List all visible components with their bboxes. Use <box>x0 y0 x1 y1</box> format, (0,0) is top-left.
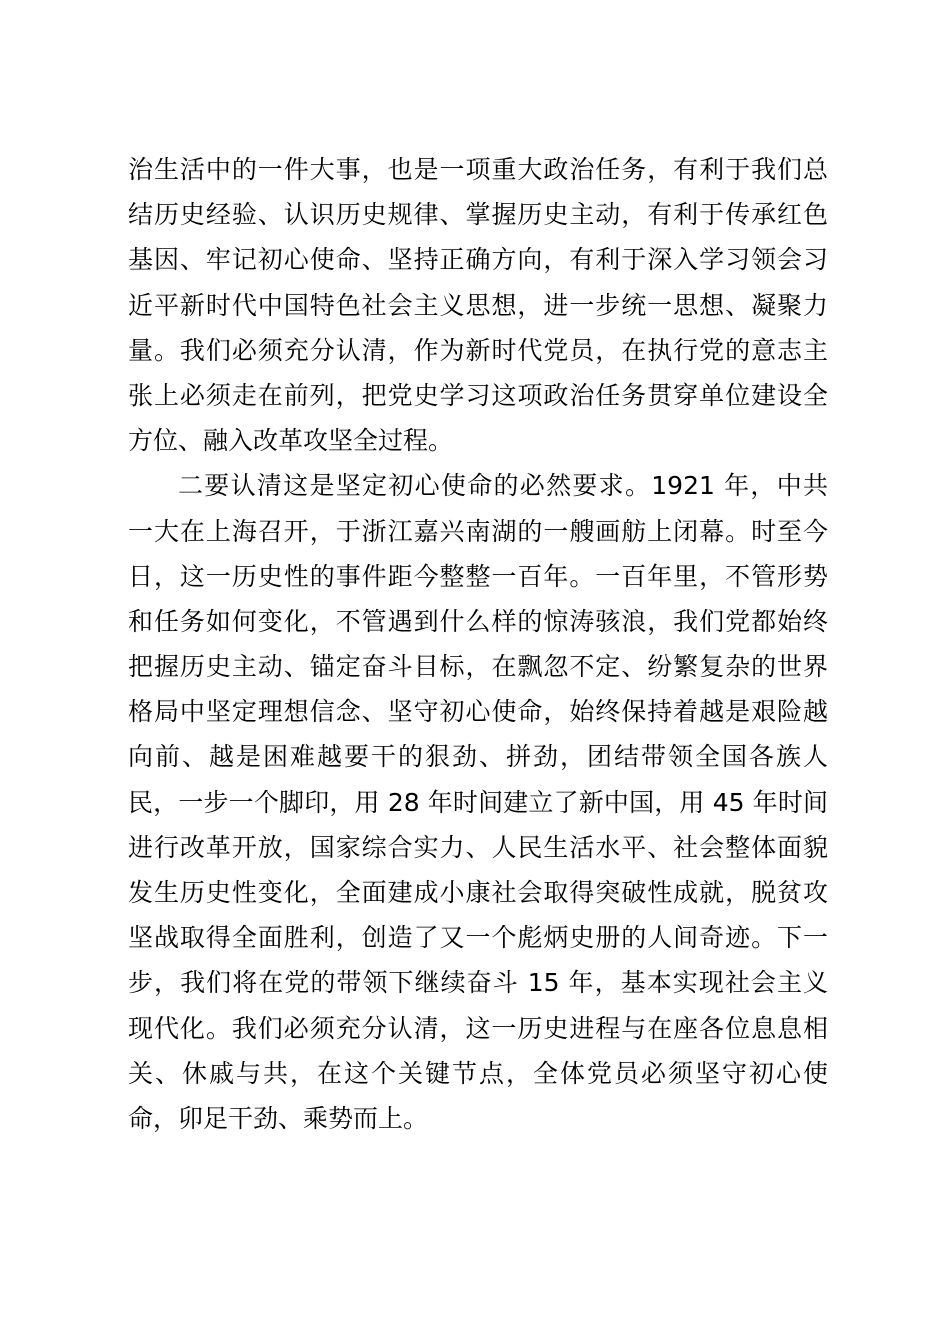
paragraph-1 <box>128 147 828 463</box>
text-line: 一大在上海召开，于浙江嘉兴南湖的一艘画舫上闭幕。时至今 <box>128 516 828 546</box>
text-line: 结历史经验、认识历史规律、掌握历史主动，有利于传承红色 <box>128 200 828 230</box>
text-line: 量。我们必须充分认清，作为新时代党员，在执行党的意志主 <box>128 335 828 365</box>
paragraph-2 <box>128 463 828 1141</box>
text-line: 基因、牢记初心使命、坚持正确方向，有利于深入学习领会习 <box>128 245 828 275</box>
text-line: 治生活中的一件大事，也是一项重大政治任务，有利于我们总 <box>128 155 828 184</box>
text-line: 格局中坚定理想信念、坚守初心使命，始终保持着越是艰险越 <box>128 697 828 727</box>
text-line: 和任务如何变化，不管遇到什么样的惊涛骇浪，我们党都始终 <box>128 606 828 636</box>
text-line: 二要认清这是坚定初心使命的必然要求。1921 年，中共 <box>178 471 828 501</box>
text-line: 关、休戚与共，在这个关键节点，全体党员必须坚守初心使 <box>128 1058 828 1088</box>
text-line: 日，这一历史性的事件距今整整一百年。一百年里，不管形势 <box>128 561 828 591</box>
text-line: 民，一步一个脚印，用 28 年时间建立了新中国，用 45 年时间 <box>128 787 828 817</box>
text-line: 步，我们将在党的带领下继续奋斗 15 年，基本实现社会主义 <box>128 968 828 998</box>
document-body <box>128 147 828 1141</box>
text-line: 坚战取得全面胜利，创造了又一个彪炳史册的人间奇迹。下一 <box>128 923 828 953</box>
text-line: 现代化。我们必须充分认清，这一历史进程与在座各位息息相 <box>128 1013 828 1043</box>
text-line: 张上必须走在前列，把党史学习这项政治任务贯穿单位建设全 <box>128 380 828 410</box>
text-line: 发生历史性变化，全面建成小康社会取得突破性成就，脱贫攻 <box>128 878 828 907</box>
text-line: 方位、融入改革攻坚全过程。 <box>128 426 454 456</box>
text-line: 进行改革开放，国家综合实力、人民生活水平、社会整体面貌 <box>128 832 828 862</box>
text-line: 把握历史主动、锚定奋斗目标，在飘忽不定、纷繁复杂的世界 <box>128 652 828 682</box>
text-line: 近平新时代中国特色社会主义思想，进一步统一思想、凝聚力 <box>128 290 828 320</box>
text-line: 向前、越是困难越要干的狠劲、拼劲，团结带领全国各族人 <box>128 742 828 772</box>
text-line: 命，卯足干劲、乘势而上。 <box>128 1103 429 1133</box>
